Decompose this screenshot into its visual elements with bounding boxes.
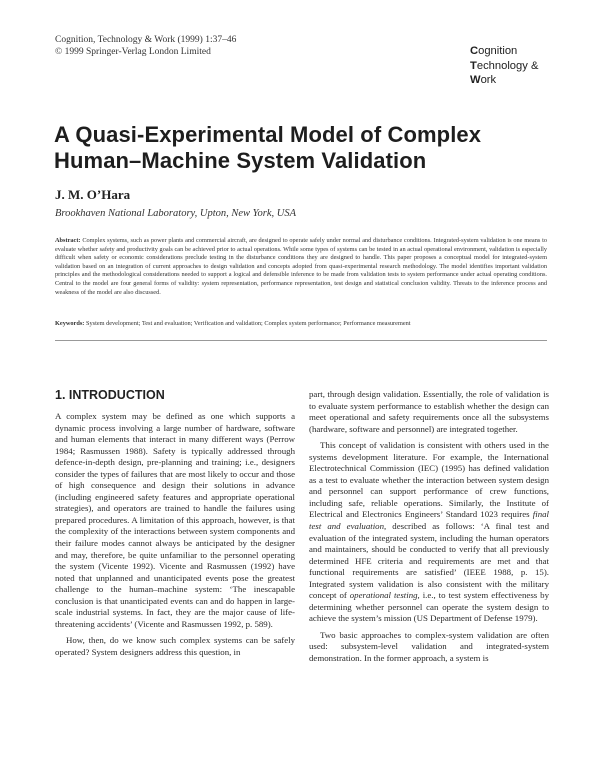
- article-title: [54, 122, 554, 174]
- keywords: [55, 320, 547, 329]
- emphasis-term: final test and evaluation: [309, 509, 549, 532]
- section-divider: [55, 340, 547, 341]
- citation-line: Cognition, Technology & Work (1999) 1:37–46: [55, 35, 237, 45]
- abstract: [55, 237, 547, 297]
- keywords-label: Keywords:: [55, 320, 85, 327]
- journal-citation-block: [55, 34, 236, 58]
- section-heading: 1. INTRODUCTION: [55, 388, 165, 402]
- article-title-line-2: Human–Machine System Validation: [54, 148, 427, 173]
- paragraph: part, through design validation. Essentially, the role of validation is to evaluate system performance to establish whether the design can meet operational and safety requirements once all the subsystems (hardware, software and personnel) are integrated together.: [309, 389, 549, 434]
- abstract-text: Complex systems, such as power plants and commercial aircraft, are designed to operate safely under normal and disturbance conditions. Integrated-system validation is one means to evaluate whether safety and productivity goals can be achieved prior to actual operations. While some types of systems can be tested in an actual operational environment, validation is especially difficult when safety or economic considerations preclude testing in the disturbance conditions they are designed to handle. This paper proposes a conceptual model for integrated-system validation based on an integration of current approaches to design validation and concepts adopted from quasi-experimental research methodology. The model identifies important validation principles and the methodological considerations needed to support a logical and defensible inference to be made from validation tests to system performance under actual operating conditions. Central to the model are four general forms of validity: system representation, performance representation, test design and statistical conclusion validity. Threats to the inference process and weakness of the model are also discussed.: [55, 237, 547, 296]
- copyright-line: © 1999 Springer-Verlag London Limited: [55, 47, 211, 57]
- emphasis-term: operational testing: [349, 590, 418, 601]
- paragraph: A complex system may be defined as one which supports a dynamic process involving a large number of hardware, software and human elements that interact in many different ways (Perrow 1984; Rasmussen 1988). Safety is typically addressed through defence-in-depth design, pre-planning and training; i.e., designers consider the types of failures that are most likely to occur and those of high consequence and design their solutions in advance (including engineered safety features and appropriate operational strategies), and operators are trained to handle the failures using prepared procedures. A limitation of this approach, however, is that the complexity of the interactions between system components and their failure modes cannot always be anticipated by the designer and may, therefore, be quite unfamiliar to the personnel operating the system (Vicente 1992). Vicente and Rasmussen (1992) have noted that unplanned and unanticipated events pose the greatest challenge to the human–machine system: ‘The inescapable conclusion is that unanticipated events can and do happen in large-scale industrial systems. In fact, they are the major cause of life-threatening accidents’ (Vicente and Rasmussen 1992, p. 589).: [55, 411, 295, 629]
- abstract-label: Abstract:: [55, 237, 81, 244]
- journal-name-line-3: Work: [470, 74, 497, 87]
- author-name: J. M. O’Hara: [55, 187, 131, 202]
- paragraph: Two basic approaches to complex-system validation are often used: subsystem-level validation and integrated-system demonstration. In the former approach, a system is: [309, 629, 549, 664]
- journal-name-line-2: Technology &: [470, 59, 539, 72]
- body-column-right: [309, 389, 549, 665]
- journal-name-line-1: Cognition: [470, 45, 518, 57]
- keywords-text: System development; Test and evaluation; Verification and validation; Complex system performance; Performance measurement: [85, 320, 411, 327]
- paragraph: This concept of validation is consistent with others used in the systems development literature. For example, the International Electrotechnical Commission (IEC) (1995) has defined validation as a test to evaluate whether the interaction between system design and personnel can support performance of crew functions, including safe, reliable operations. Similarly, the Institute of Electrical and Electronics Engineers’ Standard 1023 requires final test and evaluation, described as follows: ‘A final test and evaluation of the integrated system, including the human operators and maintainers, should be conducted to verify that all previously determined HFE criteria and requirements are met and that functional requirements are satisfied’ (IEEE 1988, p. 15). Integrated system validation is also consistent with the military concept of operational testing, i.e., to test system effectiveness by determining whether personnel can operate the system design to achieve the system’s mission (US Department of Defense 1979).: [309, 440, 549, 624]
- author-affiliation: Brookhaven National Laboratory, Upton, New York, USA: [55, 208, 297, 219]
- paragraph: How, then, do we know such complex systems can be safely operated? System designers address this question, in: [55, 635, 295, 657]
- journal-logo: [470, 44, 538, 88]
- article-title-line-1: A Quasi-Experimental Model of Complex: [54, 122, 482, 147]
- body-column-left: [55, 411, 295, 658]
